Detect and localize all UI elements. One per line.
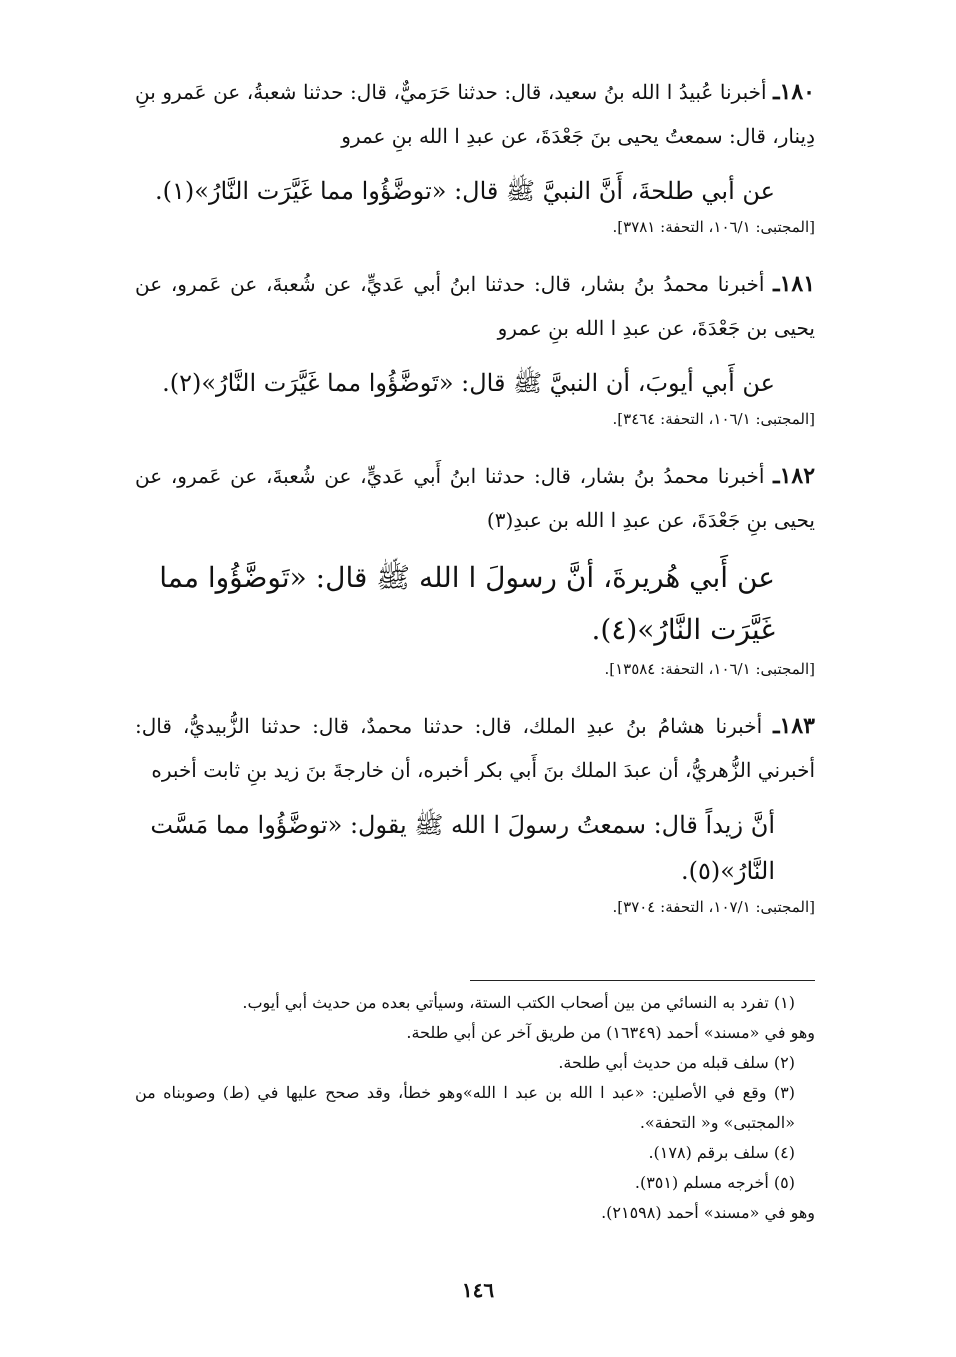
hadith-reference: [المجتبى: ١٠٦/١، التحفة: ٣٧٨١]. (612, 218, 815, 236)
footnote-1-continued: وهو في «مسند» أحمد (١٦٣٤٩) من طريق آخر عن أبي طلحة. (406, 1023, 815, 1042)
hadith-matn: عن أَبي هُريرةَ، أنَّ رسولَ ا الله ﷺ قال: «تَوضَّؤُوا مما غَيَّرَت النَّارُ»(٤). (159, 561, 775, 646)
hadith-number: ١٨٠ـ (773, 79, 815, 105)
footnote-5: (٥) أخرجه مسلم (٣٥١). (634, 1173, 795, 1192)
hadith-number: ١٨٣ـ (773, 713, 815, 739)
hadith-reference: [المجتبى: ١٠٦/١، التحفة: ١٣٥٨٤]. (604, 660, 815, 678)
hadith-matn: أنَّ زيداً قال: سمعتُ رسولَ ا الله ﷺ يقول: «توضَّؤُوا مما مَسَّت النَّارُ»(٥). (150, 811, 775, 885)
footnote-3: (٣) وقع في الأصلين: «عبد ا الله بن عبد ا الله»وهو خطأ، وقد صحح عليها في (ط) وصوبناه من «المجتبى» و« التحفة». (135, 1083, 795, 1132)
hadith-183 (135, 704, 815, 920)
footnote-4: (٤) سلف برقم (١٧٨). (648, 1143, 795, 1162)
hadith-reference: [المجتبى: ١٠٧/١، التحفة: ٣٧٠٤]. (612, 898, 815, 916)
hadith-matn: عن أبي طلحةَ، أَنَّ النبيَّ ﷺ قال: «توضَّؤُوا مما غَيَّرَت النَّارُ»(١). (155, 177, 775, 205)
hadith-matn: عن أَبي أيوبَ، أن النبيَّ ﷺ قال: «تَوضَّؤُوا مما غَيَّرَت النَّارُ»(٢). (162, 369, 775, 397)
chain-text: أخبرنا محمدُ بنُ بشار، قال: حدثنا ابنُ أبي عَديٍّ، عن شُعبةَ، عن عَمرو، عن يحيى بن جَعْدَةَ، عن عبدِ ا الله بنِ عمرو (135, 272, 815, 340)
hadith-180 (135, 70, 815, 240)
hadith-reference: [المجتبى: ١٠٦/١، التحفة: ٣٤٦٤]. (612, 410, 815, 428)
hadith-chain (135, 262, 815, 350)
page-number: ١٤٦ (461, 1278, 495, 1302)
chain-text: أخبرنا هشامُ بنُ عبدِ الملك، قال: حدثنا محمدٌ، قال: حدثنا الزُّبيديُّ، قال: أخبرني الزُّهريُّ، أن عبدَ الملك بنَ أَبي بكر أخبره، أن خارجةَ بنَ زيد بنِ ثابت أخبره (135, 714, 815, 782)
hadith-chain (135, 70, 815, 158)
hadith-chain (135, 704, 815, 792)
hadith-number: ١٨٢ـ (773, 463, 816, 489)
chain-text: أخبرنا عُبيدُ ا الله بنُ سعيد، قال: حدثنا حَرَميٌّ، قال: حدثنا شعبةُ، عن عَمرو بنِ دِينار، قال: سمعتُ يحيى بنَ جَعْدَةَ، عن عبدِ ا الله بنِ عمرو (135, 80, 815, 148)
hadith-181 (135, 262, 815, 432)
hadith-chain (135, 454, 815, 542)
hadith-182 (135, 454, 815, 682)
footnote-2: (٢) سلف قبله من حديث أبي طلحة. (558, 1053, 795, 1072)
page-body (135, 70, 815, 942)
footnotes (135, 988, 815, 1228)
footnote-5-continued: وهو في «مسند» أحمد (٢١٥٩٨). (601, 1203, 815, 1222)
chain-text: أخبرنا محمدُ بنُ بشار، قال: حدثنا ابنُ أَبي عَديٍّ، عن شُعبةَ، عن عَمرو، عن يحيى بنِ جَعْدَةَ، عن عبدِ ا الله بن عبدِ(٣) (135, 464, 815, 532)
hadith-number: ١٨١ـ (773, 271, 816, 297)
footnote-1: (١) تفرد به النسائي من بين أصحاب الكتب الستة، وسيأتي بعده من حديث أبي أيوب. (242, 993, 795, 1012)
footnote-divider (470, 980, 815, 981)
